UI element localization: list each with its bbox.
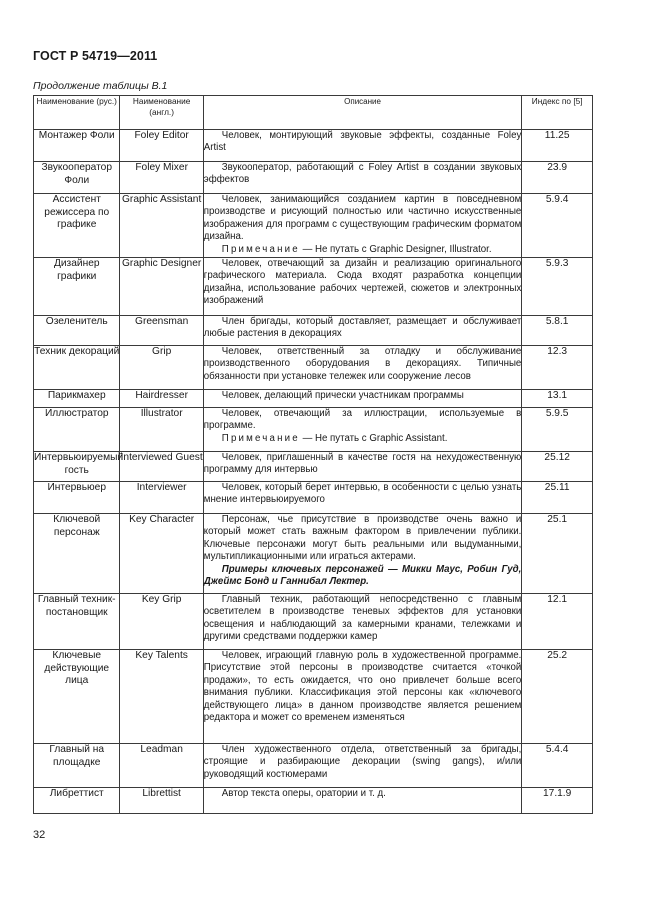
description-text: Человек, играющий главную роль в художественной программе. Присутствие этой персоны в производстве считается «точкой продажи», то есть ожидается, что оно привлечет больше всего внимания публики. Классификация этой персоны как «ключевого действующего лица» в данном производстве является решением редактора и может со временем изменяться [203,650,522,724]
column-header-index: Индекс по [5] [522,96,593,130]
description-text: Персонаж, чье присутствие в производстве очень важно и который может стать важным фактором в привлечении публики. Ключевые персонажи могут быть реальными или выдуманными, мультипликационными или играться актерами. [203,514,522,563]
description-text: Человек, делающий прически участникам программы [221,390,464,401]
cell-description [203,130,522,162]
cell-index: 5.9.3 [522,258,593,316]
table-row [34,162,593,194]
cell-index: 25.12 [522,452,593,482]
cell-name-ru: Ключевой персонаж [34,514,120,594]
cell-name-en: Key Grip [120,594,203,650]
cell-description [203,788,522,814]
cell-name-ru: Либреттист [34,788,120,814]
description-text: Человек, ответственный за отладку и обслуживание производственного оборудования в декорациях. Типичные обязанности при установке тележек или сооружение лесов [203,346,522,382]
cell-description [203,482,522,514]
cell-name-en: Leadman [120,744,203,788]
table-row [34,258,593,316]
table-row [34,788,593,814]
standard-code: ГОСТ Р 54719—2011 [33,49,158,63]
column-header-description: Описание [203,96,522,130]
cell-index: 12.3 [522,346,593,390]
cell-name-en: Librettist [120,788,203,814]
table-row [34,130,593,162]
table-row [34,514,593,594]
cell-description [203,258,522,316]
page-number: 32 [33,829,46,841]
cell-description [203,744,522,788]
table-row [34,390,593,408]
cell-name-ru: Иллюстратор [34,408,120,452]
cell-name-en: Graphic Assistant [120,194,203,258]
note [204,433,522,445]
cell-description [203,316,522,346]
description-text: Главный техник, работающий непосредственно с главным осветителем в производстве теневых эффектов для установки освещения и наблюдающий за камерными кранами, тележками и другими средствами поддержки камер [203,594,522,643]
cell-name-en: Key Talents [120,650,203,744]
cell-description [203,408,522,452]
cell-name-en: Greensman [120,316,203,346]
table-row [34,482,593,514]
cell-name-en: Illustrator [120,408,203,452]
cell-name-ru: Ключевые действующие лица [34,650,120,744]
note [204,244,522,256]
description-text: Человек, который берет интервью, в особенности с целью узнать мнение интервьюируемого [203,482,522,506]
table-row [34,594,593,650]
cell-index: 11.25 [522,130,593,162]
cell-name-en: Grip [120,346,203,390]
description-text: Член художественного отдела, ответственный за бригады, строящие и разбирающие декорации (swing gangs), и/или руководящий костюмерами [203,744,522,780]
description-text: Человек, занимающийся созданием картин в повседневном производстве и рисующий полностью или частично искусственные изображения для программ с существующим графическим форматом дизайна. [203,194,522,243]
cell-name-ru: Монтажер Фоли [34,130,120,162]
terms-table [33,95,593,814]
note-label: Примечание [221,243,300,255]
table-row [34,408,593,452]
description-text: Человек, отвечающий за дизайн и реализацию оригинального графического материала. Сюда входят разработка концепции дизайна, использование рабочих чертежей, сюжетов и электронных изображений [203,258,522,307]
cell-name-en: Foley Editor [120,130,203,162]
table-row [34,650,593,744]
column-header-name-en: Наименование (англ.) [120,96,203,130]
cell-name-en: Graphic Designer [120,258,203,316]
cell-name-ru: Интервьюер [34,482,120,514]
cell-description [203,650,522,744]
cell-name-en: Hairdresser [120,390,203,408]
cell-index: 5.9.5 [522,408,593,452]
cell-index: 13.1 [522,390,593,408]
cell-description [203,514,522,594]
cell-name-en: Interviewer [120,482,203,514]
table-row [34,194,593,258]
cell-name-en: Key Character [120,514,203,594]
table-caption: Продолжение таблицы В.1 [33,80,168,92]
cell-name-ru: Парикмахер [34,390,120,408]
cell-name-ru: Ассистент режиссера по графике [34,194,120,258]
example-text: Примеры ключевых персонажей — Микки Маус, Робин Гуд, Джеймс Бонд и Ганнибал Лектер. [203,563,522,588]
cell-name-ru: Звукооператор Фоли [34,162,120,194]
description-text: Автор текста оперы, оратории и т. д. [221,788,386,799]
table-row [34,346,593,390]
table-row [34,744,593,788]
cell-name-en: Foley Mixer [120,162,203,194]
cell-name-en: Interviewed Guest [120,452,203,482]
description-text: Член бригады, который доставляет, размещает и обслуживает любые растения в декорациях [203,316,522,340]
description-text: Человек, отвечающий за иллюстрации, используемые в программе. [203,408,522,432]
cell-name-ru: Главный техник-постановщик [34,594,120,650]
cell-name-ru: Интервьюируемый гость [34,452,120,482]
table-row [34,316,593,346]
cell-name-ru: Озеленитель [34,316,120,346]
cell-description [203,162,522,194]
cell-name-ru: Главный на площадке [34,744,120,788]
header-row [34,96,593,130]
note-text: — Не путать с Graphic Designer, Illustrator. [299,243,492,255]
cell-description [203,390,522,408]
cell-description [203,194,522,258]
column-header-name-ru: Наименование (рус.) [34,96,120,130]
note-text: — Не путать с Graphic Assistant. [299,432,448,444]
cell-index: 5.8.1 [522,316,593,346]
cell-description [203,594,522,650]
description-text: Звукооператор, работающий с Foley Artist в создании звуковых эффектов [203,162,522,186]
cell-index: 5.9.4 [522,194,593,258]
cell-description [203,452,522,482]
table-row [34,452,593,482]
cell-index: 23.9 [522,162,593,194]
cell-index: 25.1 [522,514,593,594]
cell-name-ru: Техник декораций [34,346,120,390]
cell-index: 25.2 [522,650,593,744]
cell-index: 5.4.4 [522,744,593,788]
description-text: Человек, монтирующий звуковые эффекты, созданные Foley Artist [203,130,522,154]
cell-index: 17.1.9 [522,788,593,814]
description-text: Человек, приглашенный в качестве гостя на нехудожественную программу для интервью [203,452,522,476]
cell-index: 12.1 [522,594,593,650]
cell-index: 25.11 [522,482,593,514]
cell-description [203,346,522,390]
cell-name-ru: Дизайнер графики [34,258,120,316]
note-label: Примечание [221,432,300,444]
